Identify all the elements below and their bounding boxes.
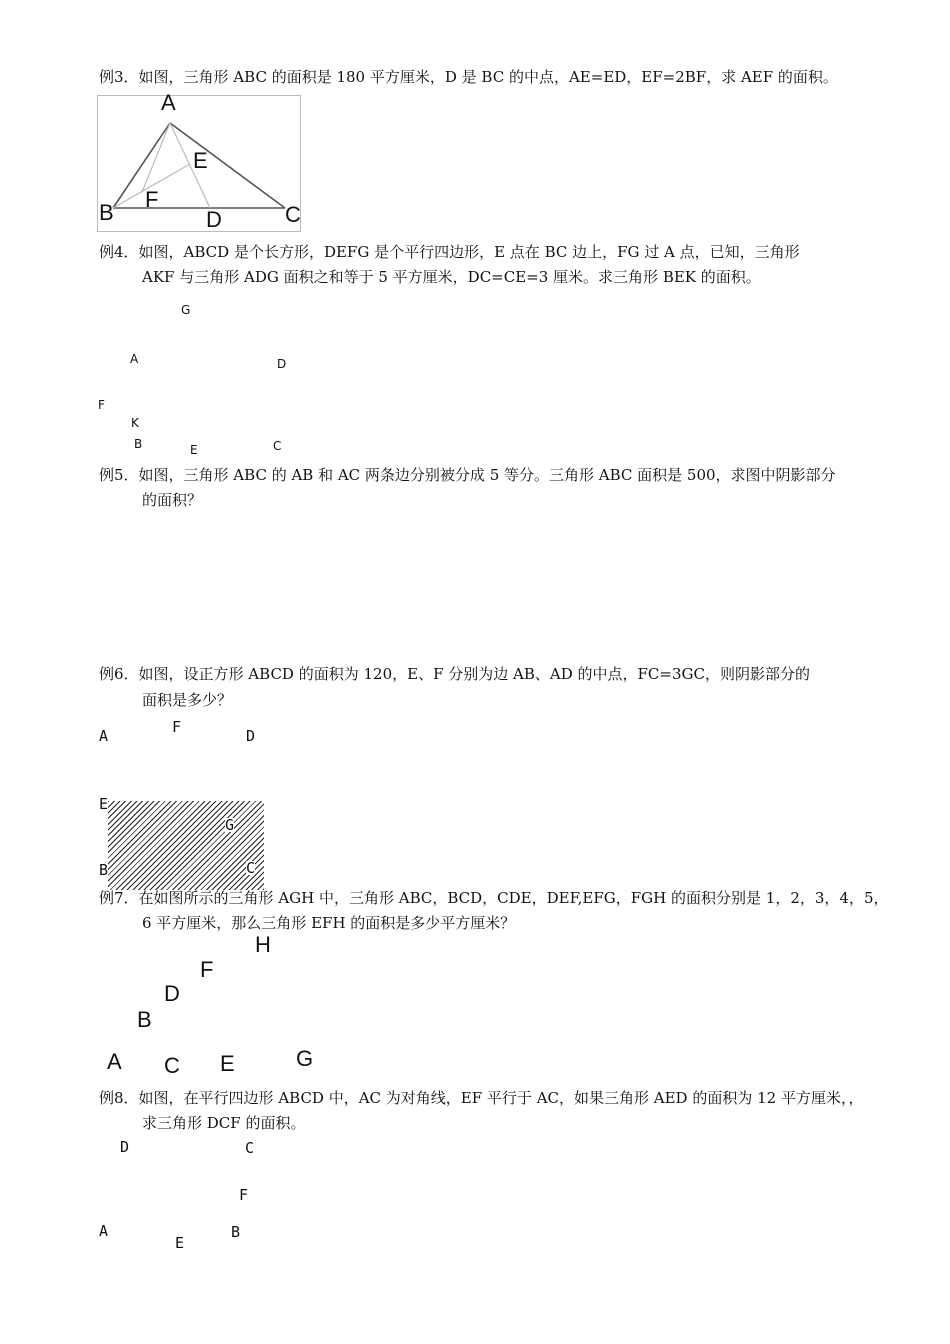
example-5-question-line2: 的面积？: [142, 491, 203, 509]
label-e: E: [220, 1051, 235, 1076]
label-k: K: [131, 416, 139, 430]
example-7-question-line2: 6 平方厘米，那么三角形 EFH 的面积是多少平方厘米？: [142, 914, 516, 932]
label-a: A: [107, 1049, 122, 1074]
label-c: C: [164, 1053, 180, 1078]
label-e: E: [99, 795, 109, 813]
label-h: H: [255, 932, 271, 957]
label-b: B: [99, 200, 114, 225]
example-8-question-line1: 例8．如图，在平行四边形 ABCD 中，AC 为对角线，EF 平行于 AC，如果三角形 AED 的面积为 12 平方厘米，，: [99, 1089, 864, 1107]
label-a: A: [161, 90, 176, 115]
label-d: D: [246, 727, 256, 745]
example-6-question-line2: 面积是多少？: [142, 691, 233, 709]
label-f: F: [145, 187, 159, 212]
example-3-figure: [97, 90, 301, 232]
label-d: D: [206, 207, 222, 232]
label-f: F: [200, 957, 214, 982]
label-b: B: [137, 1007, 152, 1032]
label-d: D: [164, 981, 180, 1006]
shaded-region: [108, 801, 264, 890]
example-5-question-line1: 例5．如图，三角形 ABC 的 AB 和 AC 两条边分别被分成 5 等分。三角形 ABC 面积是 500，求图中阴影部分: [99, 466, 836, 484]
label-a: A: [99, 1222, 109, 1240]
example-3-question: 例3．如图，三角形 ABC 的面积是 180 平方厘米，D 是 BC 的中点，AE=ED，EF=2BF，求 AEF 的面积。: [99, 68, 838, 86]
label-c: C: [246, 859, 256, 877]
example-8-question-line2: 求三角形 DCF 的面积。: [142, 1114, 306, 1132]
label-c: C: [245, 1139, 255, 1157]
label-c: C: [285, 202, 301, 227]
example-7-question-line1: 例7．在如图所示的三角形 AGH 中，三角形 ABC，BCD，CDE，DEF,EFG，FGH 的面积分别是 1，2，3，4，5，: [99, 889, 889, 907]
label-a: A: [99, 727, 109, 745]
label-d: D: [120, 1138, 130, 1156]
label-e: E: [190, 443, 198, 457]
label-g: G: [181, 303, 191, 317]
example-6-question-line1: 例6．如图，设正方形 ABCD 的面积为 120，E、F 分别为边 AB、AD 的中点，FC=3GC，则阴影部分的: [99, 665, 810, 683]
label-f: F: [172, 718, 182, 736]
label-g: G: [225, 816, 235, 834]
label-a: A: [130, 352, 139, 366]
label-e: E: [175, 1234, 185, 1252]
label-b: B: [134, 437, 143, 451]
label-e: E: [193, 148, 208, 173]
example-4-question-line1: 例4．如图，ABCD 是个长方形，DEFG 是个平行四边形，E 点在 BC 边上，FG 过 A 点，已知，三角形: [99, 243, 800, 261]
example-4-question-line2: AKF 与三角形 ADG 面积之和等于 5 平方厘米，DC=CE=3 厘米。求三角形 BEK 的面积。: [142, 268, 761, 286]
label-b: B: [231, 1223, 241, 1241]
label-g: G: [296, 1046, 314, 1071]
segment-ab: [113, 123, 170, 208]
label-f: F: [239, 1186, 249, 1204]
label-f: F: [98, 398, 105, 412]
label-b: B: [99, 861, 109, 879]
label-c: C: [273, 439, 282, 453]
label-d: D: [277, 357, 287, 371]
